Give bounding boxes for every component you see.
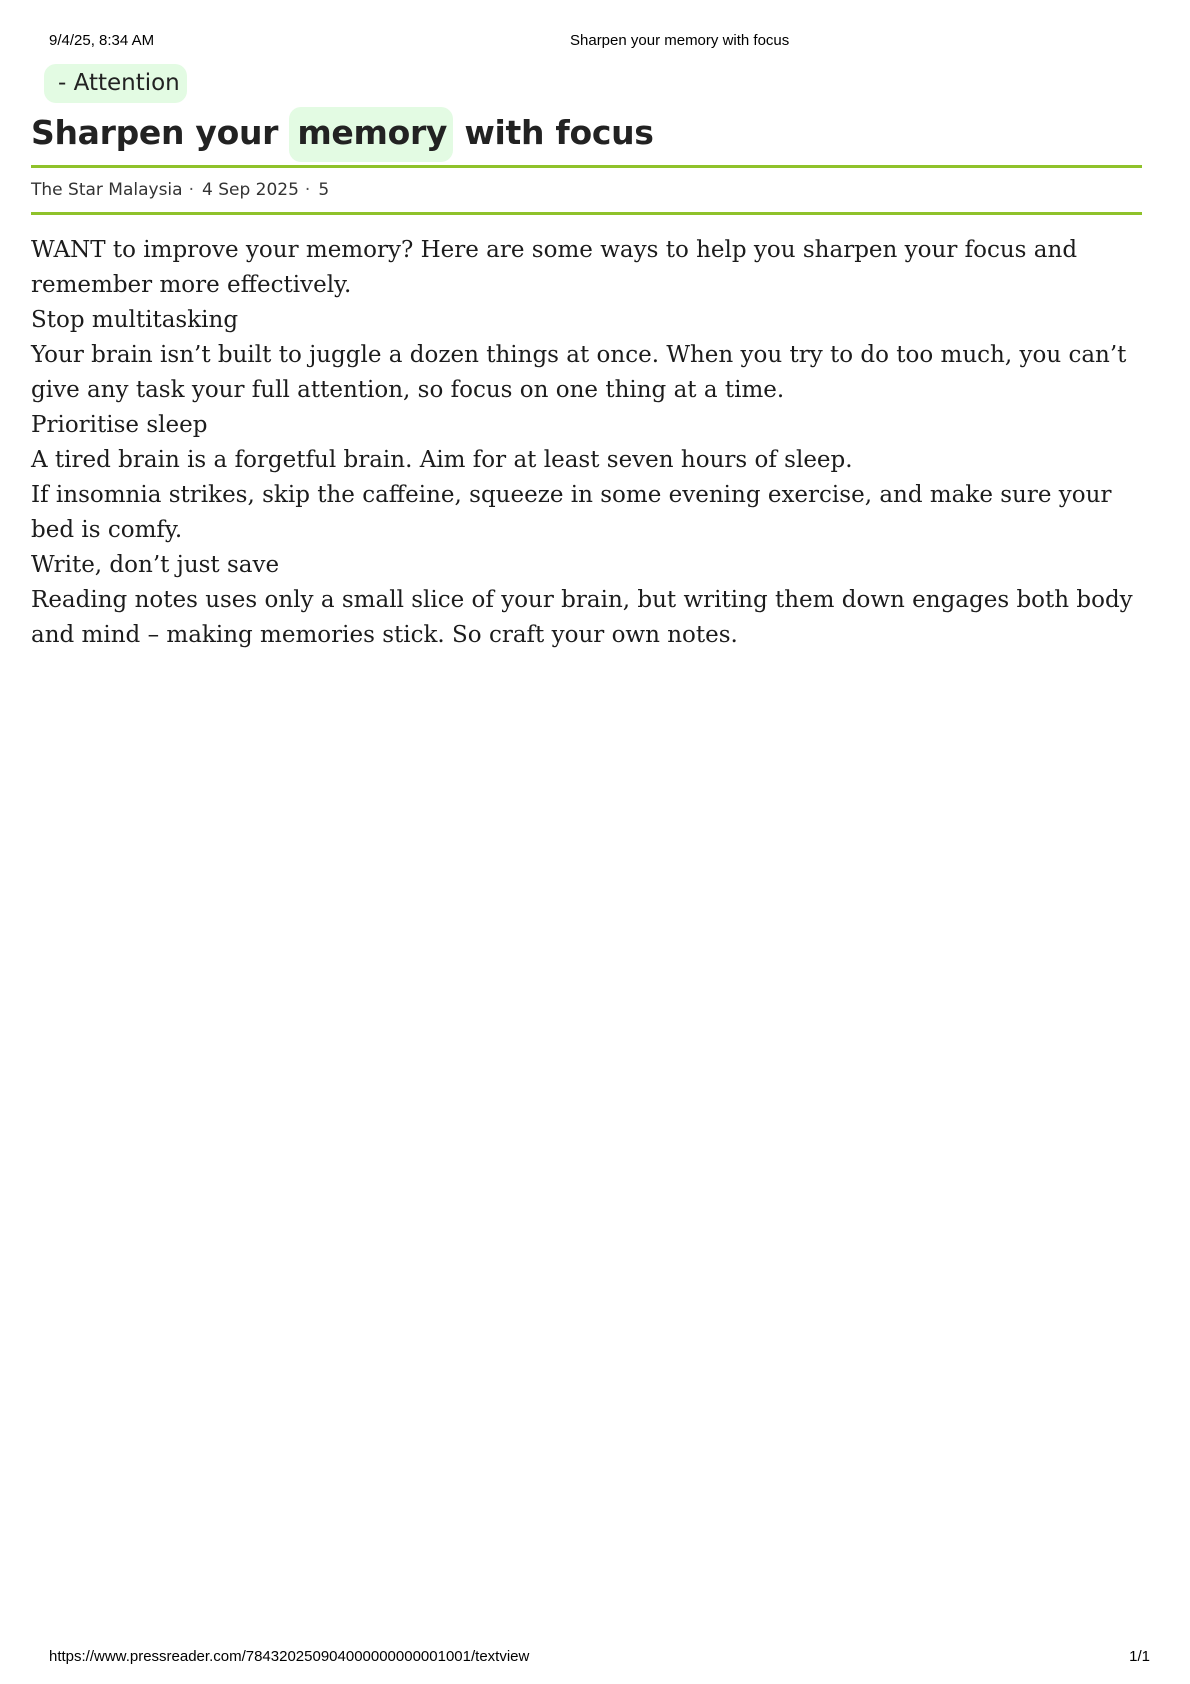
- subheading: Prioritise sleep: [31, 412, 208, 438]
- page-number[interactable]: 5: [318, 180, 330, 200]
- meta-separator: ·: [188, 180, 194, 200]
- paragraph: Reading notes uses only a small slice of your brain, but writing them down engages both body and mind – making memories stick. So craft your own notes.: [31, 587, 1133, 648]
- print-url: https://www.pressreader.com/784320250904000000000001001/textview: [49, 1648, 530, 1665]
- headline-part-before: Sharpen your: [31, 113, 290, 152]
- meta-separator: ·: [304, 180, 311, 200]
- source-name[interactable]: The Star Malaysia: [31, 180, 183, 200]
- print-datetime: 9/4/25, 8:34 AM: [49, 32, 155, 49]
- paragraph: Your brain isn’t built to juggle a dozen things at once. When you try to do too much, you can’t give any task your full attention, so focus on one thing at a time.: [31, 342, 1127, 403]
- paragraph: If insomnia strikes, skip the caffeine, squeeze in some evening exercise, and make sure your bed is comfy.: [31, 482, 1112, 543]
- section-tag[interactable]: - Attention: [44, 64, 187, 103]
- subheading: Stop multitasking: [31, 307, 239, 333]
- publish-date: 4 Sep 2025: [201, 180, 299, 200]
- bottom-rule: [31, 212, 1142, 215]
- article-body: [31, 233, 1142, 653]
- headline-highlight: memory: [289, 107, 453, 162]
- print-page-title: Sharpen your memory with focus: [570, 32, 790, 49]
- headline-part-after: with focus: [453, 113, 654, 152]
- article: [31, 64, 1142, 653]
- paragraph: A tired brain is a forgetful brain. Aim for at least seven hours of sleep.: [31, 447, 853, 473]
- article-meta: [31, 168, 1142, 212]
- print-header: [49, 32, 1141, 52]
- subheading: Write, don’t just save: [31, 552, 280, 578]
- headline: [31, 111, 1142, 155]
- paragraph: WANT to improve your memory? Here are some ways to help you sharpen your focus and remember more effectively.: [31, 237, 1078, 298]
- print-page-count: 1/1: [1129, 1648, 1150, 1665]
